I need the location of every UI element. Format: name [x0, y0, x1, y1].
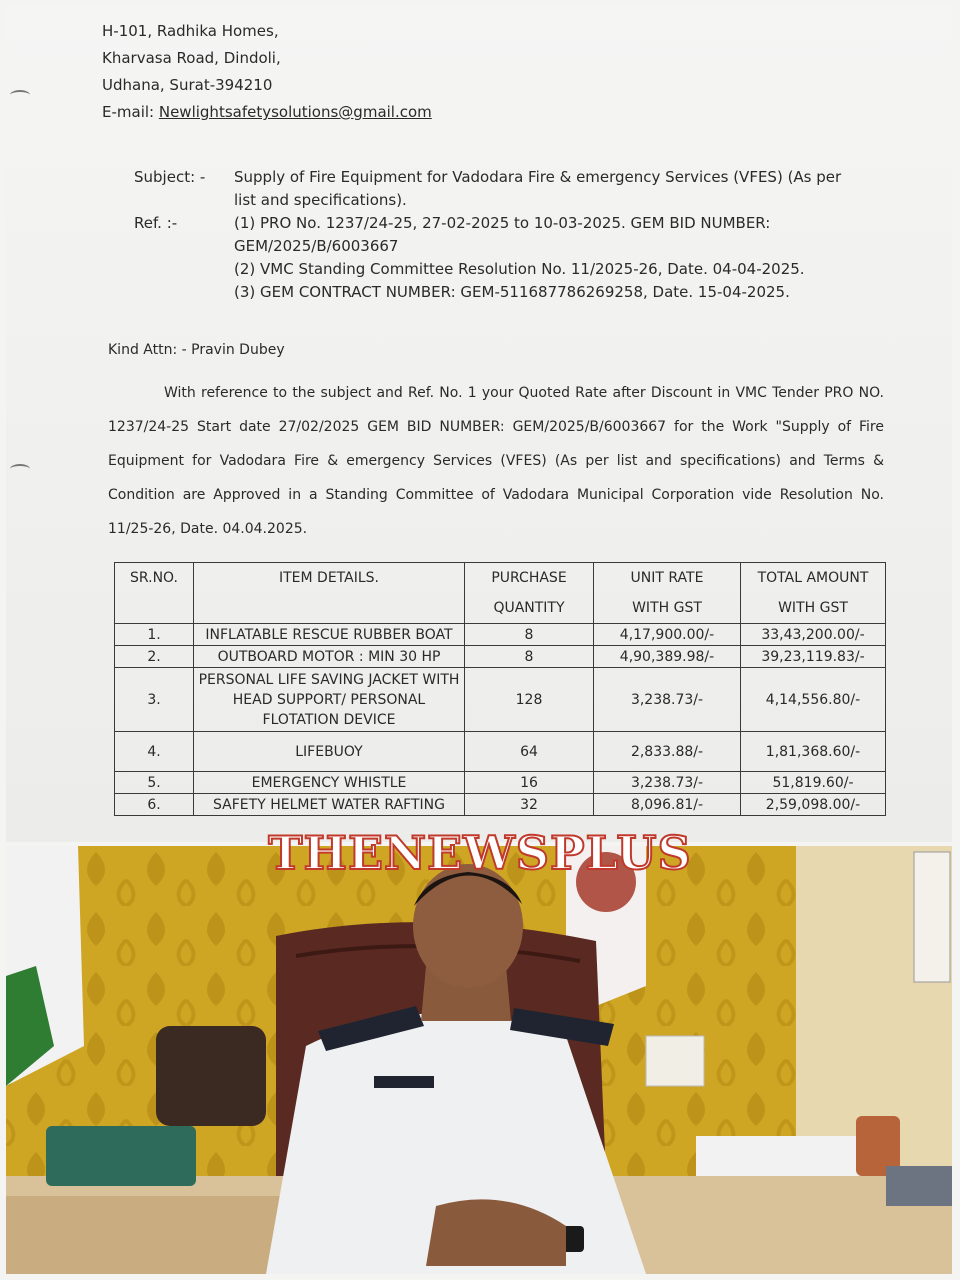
- cell-total: 33,43,200.00/-: [741, 624, 886, 646]
- body-text: With reference to the subject and Ref. No. 1 your Quoted Rate after Discount in VMC Tender PRO NO. 1237/24-25 Start date 27/02/2025 GEM BID NUMBER: GEM/2025/B/6003667 for the Work "Supply of Fire Equipment for Vadodara Fire & emergency Services (VFES) (As per list and specifications) and Terms & Condition are Approved in a Standing Committee of Vadodara Municipal Corporation vide Resolution No. 11/25-26, Date. 04.04.2025.: [108, 385, 884, 537]
- ref-item: (1) PRO No. 1237/24-25, 27-02-2025 to 10-03-2025. GEM BID NUMBER: GEM/2025/B/6003667: [234, 214, 771, 255]
- col-header-item: ITEM DETAILS.: [194, 563, 465, 624]
- cell-srno: 5.: [115, 772, 194, 794]
- col-header-qty: PURCHASE QUANTITY: [465, 563, 594, 624]
- letter-document: [6, 6, 952, 842]
- watermark-logo: THENEWSPLUS: [268, 826, 692, 880]
- punch-hole-mark: [10, 464, 30, 474]
- table-row: [115, 624, 886, 646]
- kind-attention: Kind Attn: - Pravin Dubey: [108, 342, 285, 358]
- ref-label: Ref. :-: [134, 214, 178, 232]
- cell-rate: 4,90,389.98/-: [594, 646, 741, 668]
- cell-total: 39,23,119.83/-: [741, 646, 886, 668]
- punch-hole-mark: [10, 90, 30, 100]
- laptop: [886, 1166, 952, 1206]
- desk-front: [6, 1196, 286, 1274]
- wall-switchboard: [646, 1036, 704, 1086]
- cell-qty: 64: [465, 732, 594, 772]
- items-table: [114, 562, 886, 816]
- subject-text: Supply of Fire Equipment for Vadodara Fire & emergency Services (VFES) (As per list and specifications).: [234, 168, 842, 209]
- cell-qty: 8: [465, 624, 594, 646]
- cell-rate: 3,238.73/-: [594, 668, 741, 732]
- cell-item: LIFEBUOY: [194, 732, 465, 772]
- cell-srno: 1.: [115, 624, 194, 646]
- address-line: Kharvasa Road, Dindoli,: [102, 49, 281, 67]
- cell-rate: 4,17,900.00/-: [594, 624, 741, 646]
- table-header-row: [115, 563, 886, 624]
- cell-total: 4,14,556.80/-: [741, 668, 886, 732]
- office-scene: [6, 846, 952, 1274]
- table-row: [115, 668, 886, 732]
- col-header-total: TOTAL AMOUNT WITH GST: [741, 563, 886, 624]
- ref-item: (2) VMC Standing Committee Resolution No. 11/2025-26, Date. 04-04-2025.: [234, 260, 805, 278]
- cell-qty: 8: [465, 646, 594, 668]
- cell-item: OUTBOARD MOTOR : MIN 30 HP: [194, 646, 465, 668]
- table-row: [115, 646, 886, 668]
- cell-item: PERSONAL LIFE SAVING JACKET WITH HEAD SUPPORT/ PERSONAL FLOTATION DEVICE: [194, 668, 465, 732]
- subject-label: Subject: -: [134, 168, 206, 186]
- cell-srno: 3.: [115, 668, 194, 732]
- table-row: [115, 732, 886, 772]
- officer-photo: [6, 846, 952, 1274]
- email-label: E-mail:: [102, 103, 159, 121]
- cell-rate: 8,096.81/-: [594, 794, 741, 816]
- officer-head: [413, 864, 523, 988]
- email-line: [102, 99, 432, 126]
- email-link[interactable]: Newlightsafetysolutions@gmail.com: [158, 103, 432, 121]
- cell-srno: 4.: [115, 732, 194, 772]
- table-row: [115, 772, 886, 794]
- col-header-srno: SR.NO.: [115, 563, 194, 624]
- name-tag: [374, 1076, 434, 1088]
- cell-item: INFLATABLE RESCUE RUBBER BOAT: [194, 624, 465, 646]
- cell-qty: 16: [465, 772, 594, 794]
- cell-qty: 128: [465, 668, 594, 732]
- cell-total: 51,819.60/-: [741, 772, 886, 794]
- files-stack: [46, 1126, 196, 1186]
- cell-total: 2,59,098.00/-: [741, 794, 886, 816]
- subject-and-refs: [234, 166, 894, 304]
- address-line: Udhana, Surat-394210: [102, 76, 273, 94]
- cell-srno: 2.: [115, 646, 194, 668]
- table-row: [115, 794, 886, 816]
- cell-rate: 2,833.88/-: [594, 732, 741, 772]
- cell-rate: 3,238.73/-: [594, 772, 741, 794]
- cell-qty: 32: [465, 794, 594, 816]
- ref-item: (3) GEM CONTRACT NUMBER: GEM-511687786269258, Date. 15-04-2025.: [234, 283, 790, 301]
- cell-item: SAFETY HELMET WATER RAFTING: [194, 794, 465, 816]
- papers: [696, 1136, 876, 1176]
- cell-item: EMERGENCY WHISTLE: [194, 772, 465, 794]
- col-header-rate: UNIT RATE WITH GST: [594, 563, 741, 624]
- cell-total: 1,81,368.60/-: [741, 732, 886, 772]
- address-line: H-101, Radhika Homes,: [102, 22, 279, 40]
- cell-srno: 6.: [115, 794, 194, 816]
- bag: [156, 1026, 266, 1126]
- body-paragraph: [108, 376, 884, 546]
- sender-address: [102, 18, 432, 126]
